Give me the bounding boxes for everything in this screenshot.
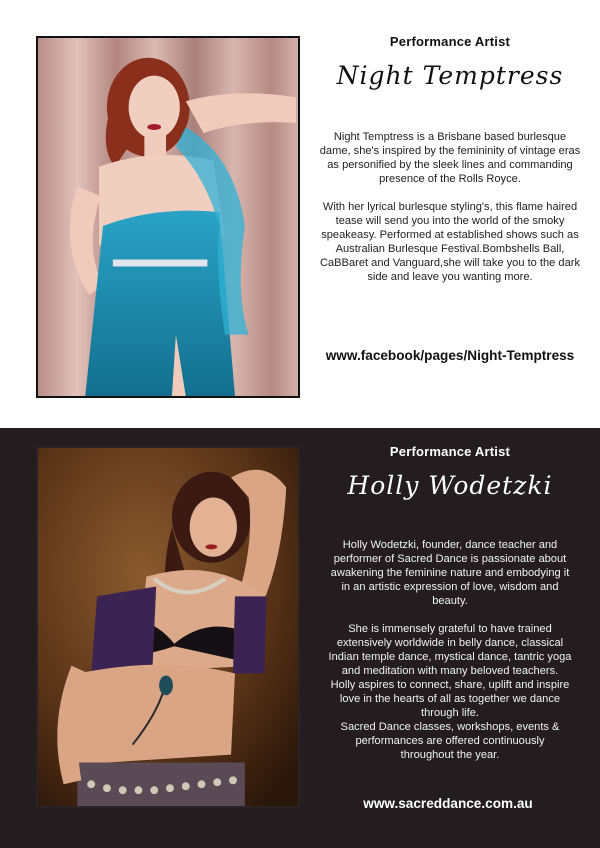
artist-bio bbox=[328, 538, 572, 762]
holly-wodetzki-text bbox=[310, 444, 590, 762]
role-heading: Performance Artist bbox=[389, 34, 511, 49]
artist-name: Night Temptress bbox=[336, 61, 564, 90]
artist-website-link[interactable]: www.facebook/pages/Night-Temptress bbox=[325, 348, 575, 363]
holly-wodetzki-photo bbox=[36, 446, 300, 808]
night-temptress-photo bbox=[36, 36, 300, 398]
artist-name: Holly Wodetzki bbox=[347, 471, 553, 500]
bio-paragraph: She is immensely grateful to have trained extensively worldwide in belly dance, classical Indian temple dance, mystical dance, tantric yoga and meditation with many beloved teachers. Holly aspires to connect, share, uplift and inspire love in the hearts of all as together we dance through life. bbox=[328, 623, 572, 719]
bio-paragraph: Holly Wodetzki, founder, dance teacher and performer of Sacred Dance is passionate about awakening the feminine nature and embodying it in an artistic expression of love, wisdom and beauty. bbox=[330, 539, 570, 607]
bio-paragraph: Sacred Dance classes, workshops, events & performances are offered continuously throughout the year. bbox=[340, 721, 560, 761]
bio-paragraph: Night Temptress is a Brisbane based burlesque dame, she's inspired by the femininity of vintage eras as personified by the sleek lines and commanding presence of the Rolls Royce. bbox=[319, 131, 581, 185]
bio-paragraph: With her lyrical burlesque styling's, this flame haired tease will send you into the world of the smoky speakeasy. Performed at established shows such as Australian Burlesque Festival.Bombshells Ball, CaBBaret and Vanguard,she will take you to the dark side and leave you wanting more. bbox=[319, 201, 581, 283]
artist-website-link[interactable]: www.sacreddance.com.au bbox=[363, 796, 533, 811]
night-temptress-illustration bbox=[38, 38, 298, 396]
holly-wodetzki-illustration bbox=[38, 448, 298, 806]
artist-bio bbox=[319, 130, 581, 284]
role-heading: Performance Artist bbox=[389, 444, 511, 459]
night-temptress-text bbox=[310, 34, 590, 284]
artist-section-holly-wodetzki bbox=[0, 428, 600, 848]
